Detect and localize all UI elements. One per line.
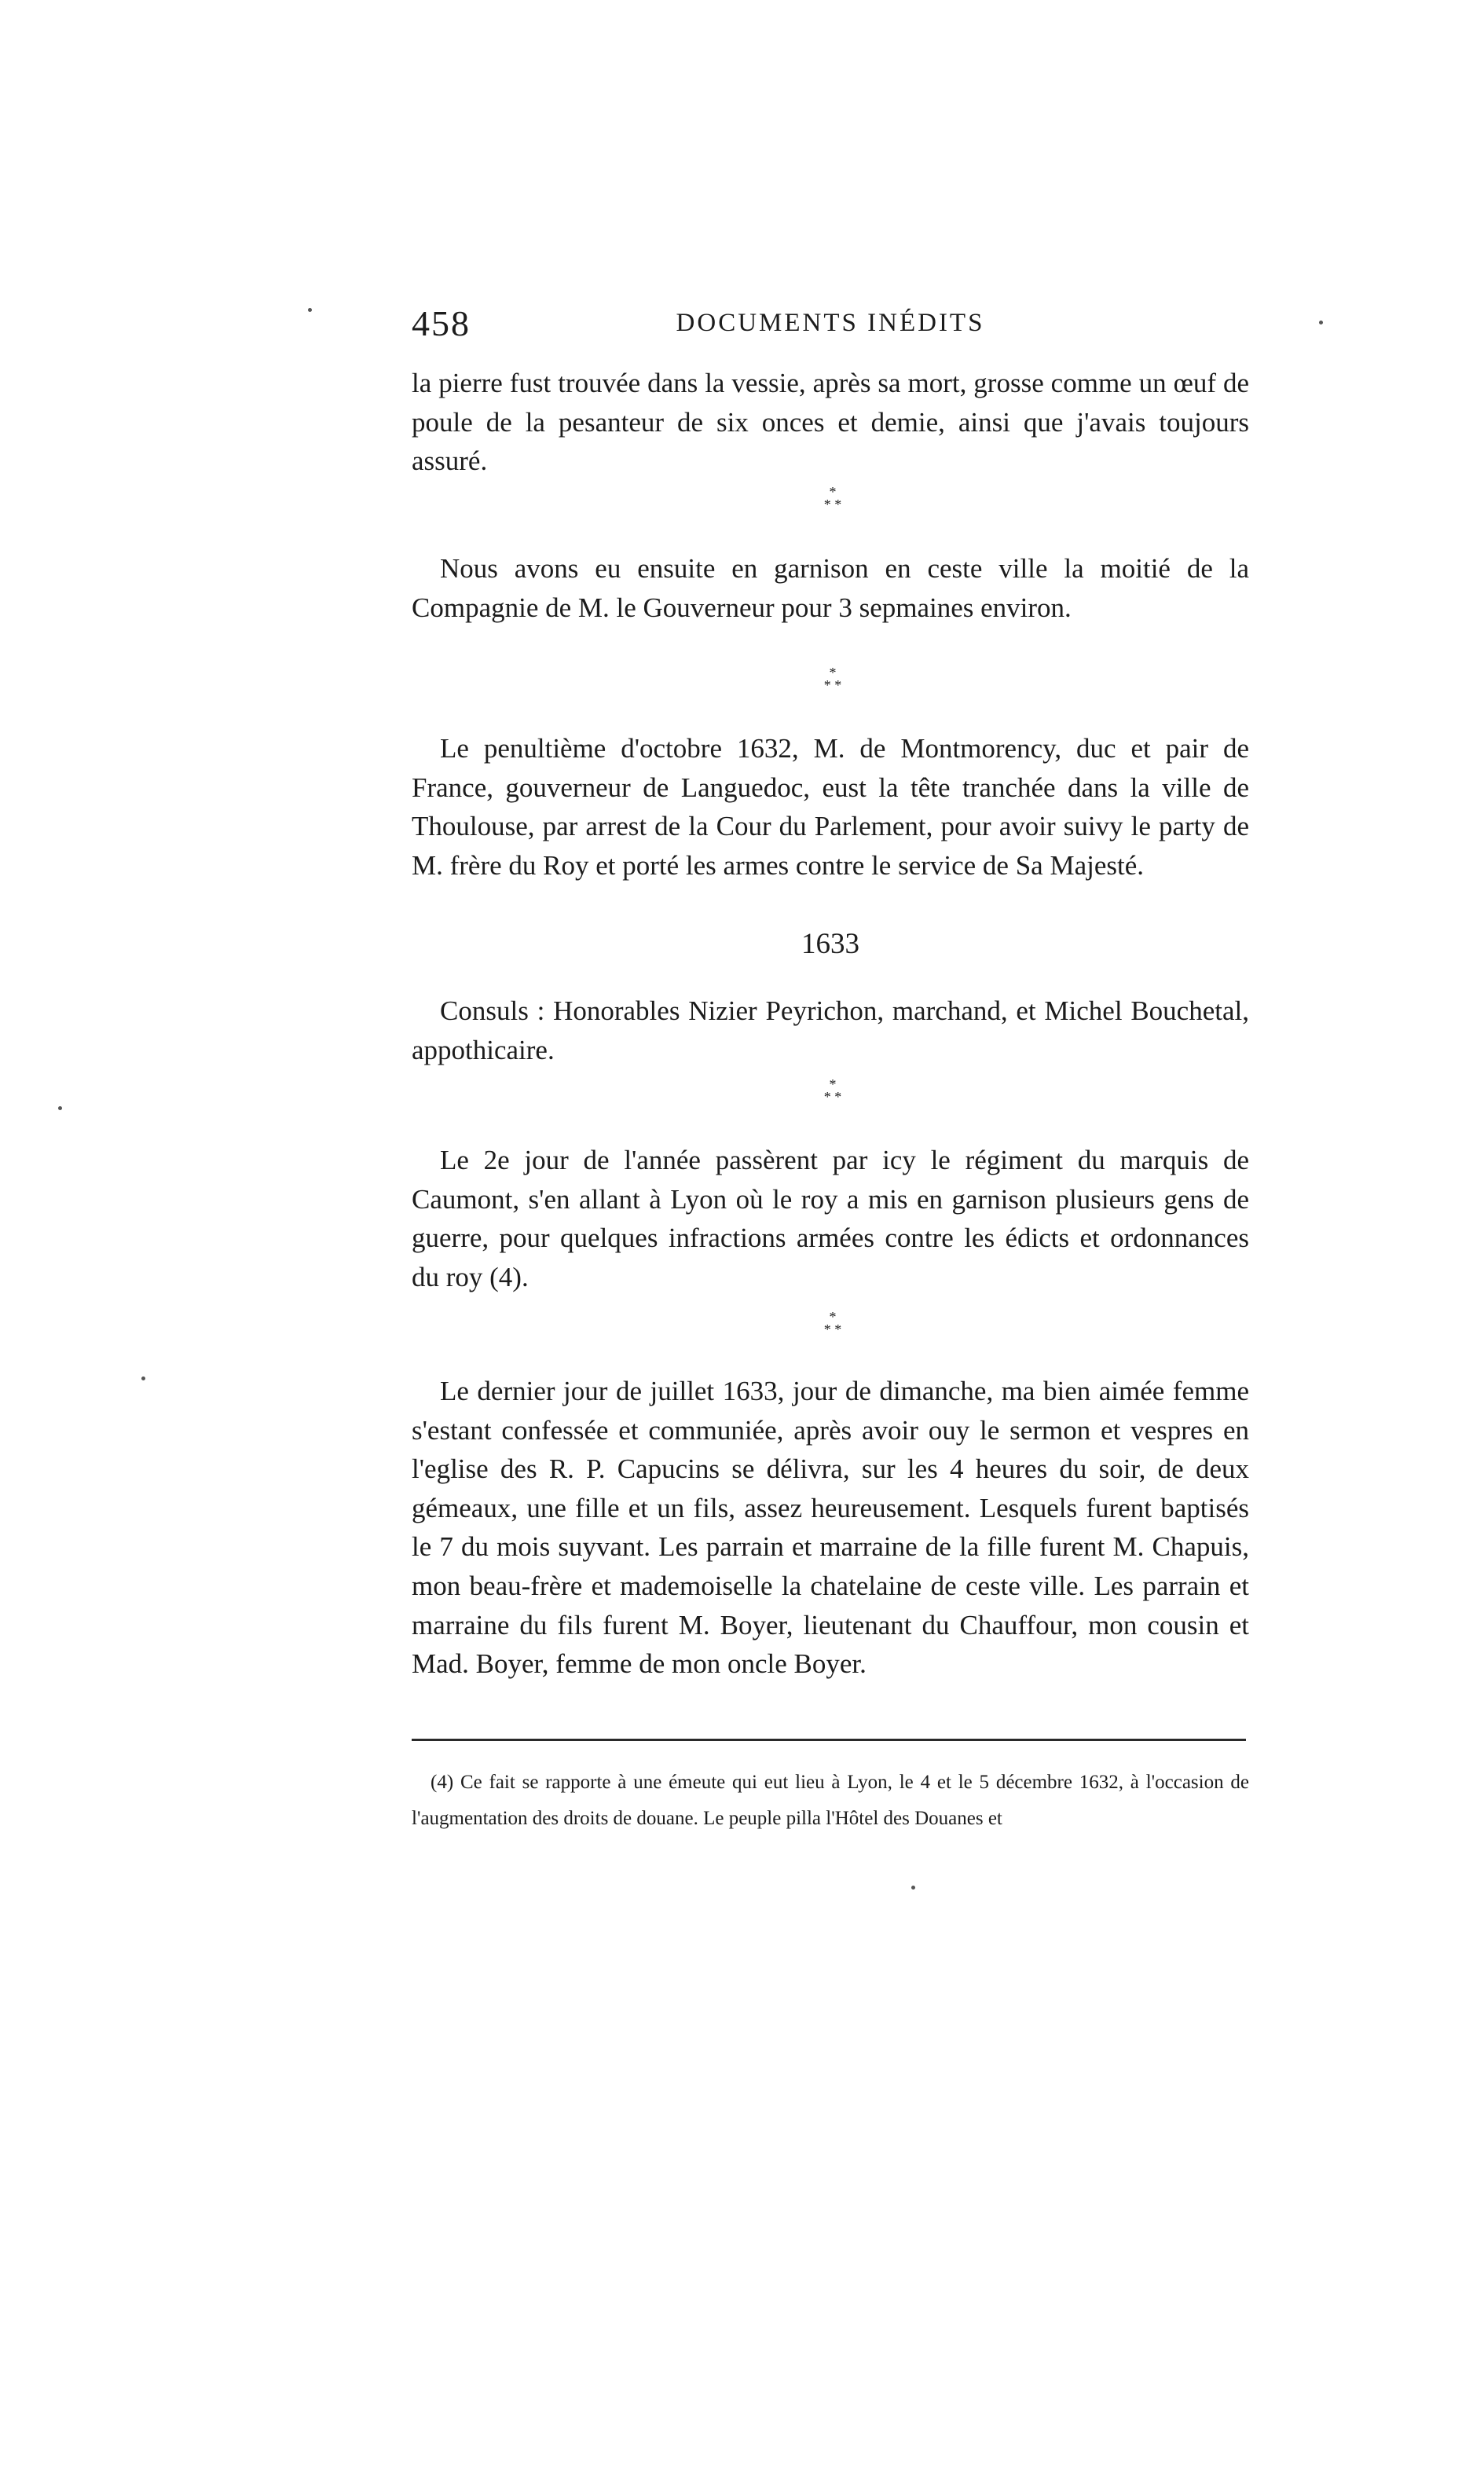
dust-speck [1319, 321, 1323, 324]
paragraph-pierre: la pierre fust trouvée dans la vessie, après sa mort, grosse comme un œuf de poule de la pesanteur de six onces et demie, ainsi que j'avais toujours assuré. [412, 368, 1249, 477]
year-heading: 1633 [801, 928, 859, 960]
asterism-4: * * * [823, 1309, 842, 1337]
asterism-2: * * * [823, 665, 842, 693]
paragraph-gemeaux: Le dernier jour de juillet 1633, jour de dimanche, ma bien aimée femme s'estant confessée et communiée, après avoir ouy le sermon et vespres en l'eglise des R. P. Capucins se délivra, sur les 4 heures du soir, de deux gémeaux, une fille et un fils, assez heureusement. Lesquels furent baptisés le 7 du mois suyvant. Les parrain et marraine de la fille furent M. Chapuis, mon beau-frère et mademoiselle la chatelaine de ceste ville. Les parrain et marraine du fils furent M. Boyer, lieutenant du Chauffour, mon cousin et Mad. Boyer, femme de mon oncle Boyer. [412, 1376, 1249, 1680]
asterism-3: * * * [823, 1076, 842, 1105]
running-title: DOCUMENTS INÉDITS [676, 309, 985, 337]
dust-speck [911, 1886, 915, 1890]
asterism-1: * * * [823, 484, 842, 512]
footnote-rule [412, 1739, 1246, 1741]
footnote-4: (4) Ce fait se rapporte à une émeute qui eut lieu à Lyon, le 4 et le 5 décembre 1632, à l'occasion de l'augmentation des droits de douane. Le peuple pilla l'Hôtel des Douanes et [412, 1772, 1249, 1829]
dust-speck [141, 1376, 145, 1380]
dust-speck [308, 308, 312, 312]
paragraph-consuls: Consuls : Honorables Nizier Peyrichon, marchand, et Michel Bouchetal, appothicaire. [412, 995, 1249, 1065]
paragraph-garnison: Nous avons eu ensuite en garnison en ceste ville la moitié de la Compagnie de M. le Gouverneur pour 3 sepmaines environ. [412, 553, 1249, 623]
dust-speck [58, 1106, 62, 1110]
page-number: 458 [412, 303, 471, 343]
page-header [412, 302, 1249, 350]
paragraph-montmorency: Le penultième d'octobre 1632, M. de Montmorency, duc et pair de France, gouverneur de Languedoc, eust la tête tranchée dans la ville de Thoulouse, par arrest de la Cour du Parlement, pour avoir suivy le party de M. frère du Roy et porté les armes contre le service de Sa Majesté. [412, 733, 1249, 881]
paragraph-caumont: Le 2e jour de l'année passèrent par icy le régiment du marquis de Caumont, s'en allant à Lyon où le roy a mis en garnison plusieurs gens de guerre, pour quelques infractions armées contre les édicts et ordonnances du roy (4). [412, 1145, 1249, 1292]
